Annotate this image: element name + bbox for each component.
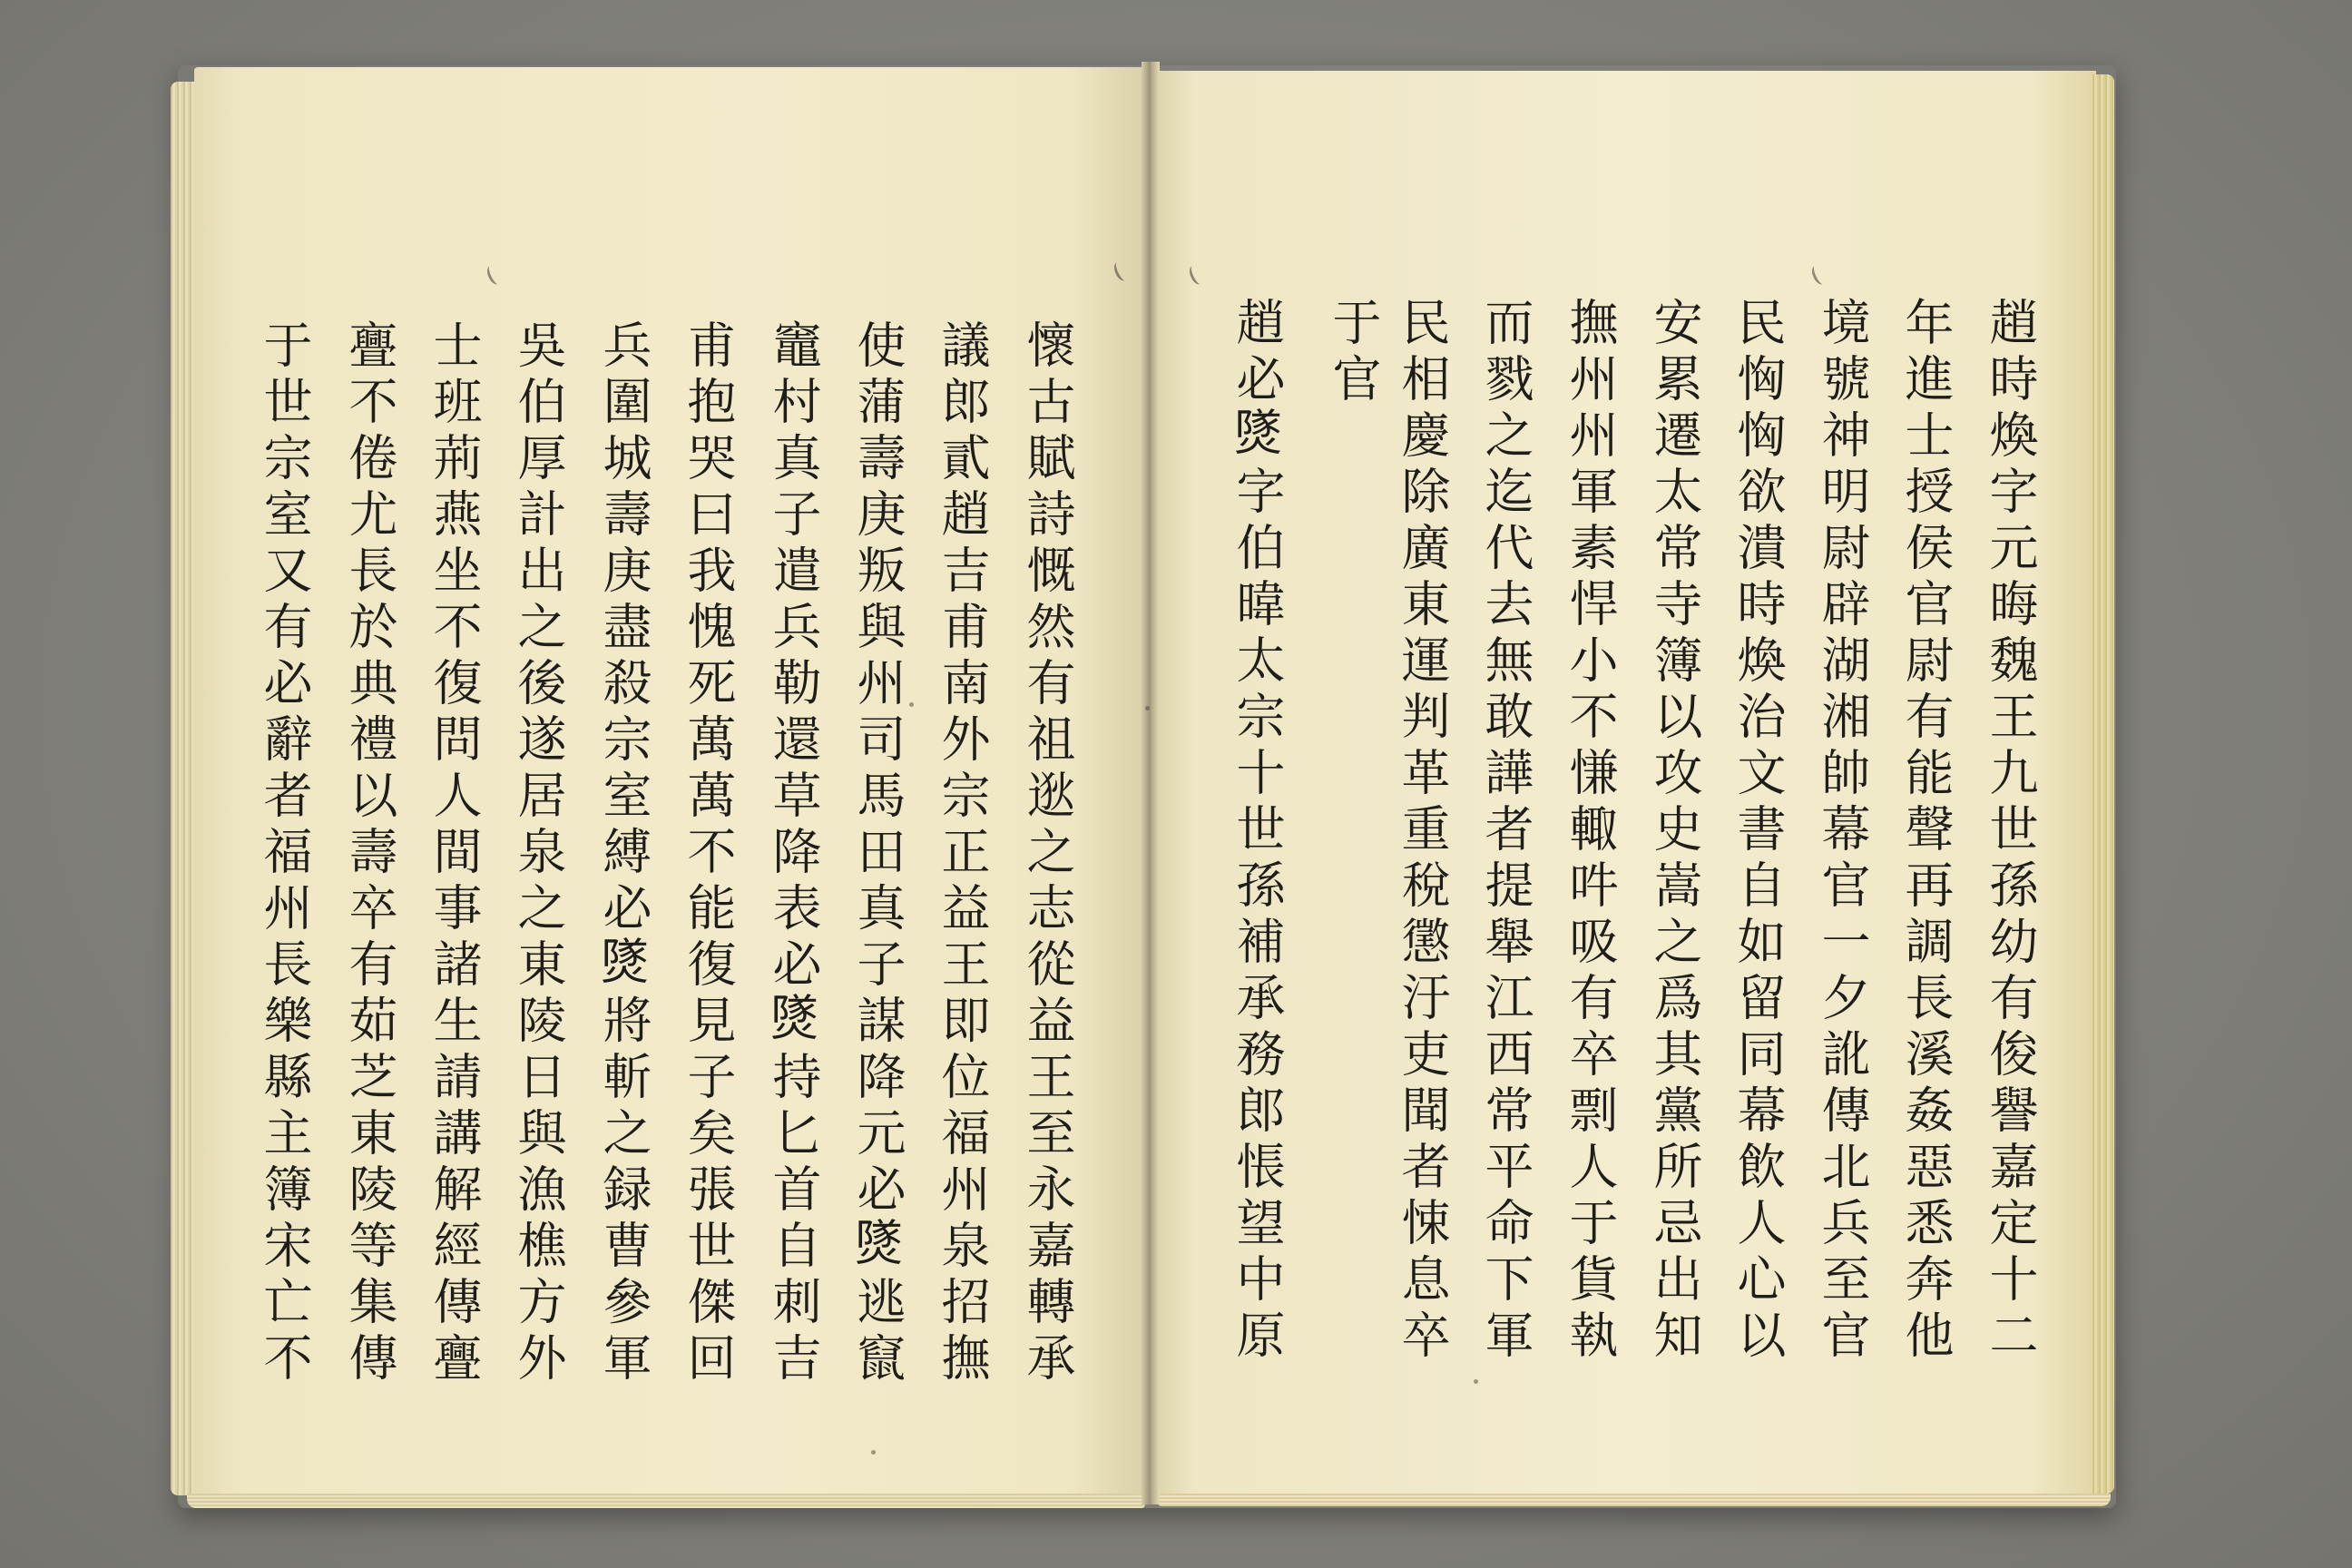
text-column: 趙必𤎩字伯暐太宗十世孫補承務郎悵望中原 [1229,297,1286,1366]
text-column: 年進士授侯官尉有能聲再調長溪姦惡悉奔他 [1897,297,1955,1366]
paper-dot [909,702,914,707]
text-column: 民相慶除廣東運判革重稅懲汙吏聞者悚息卒 [1394,297,1451,1366]
right-page-bottom-edges [1158,1494,2111,1506]
text-column: 懷古賦詩慨然有祖逖之志從益王至永嘉轉承 [1019,319,1076,1388]
right-page-edges [2092,74,2114,1494]
text-column: 議郎貳趙吉甫南外宗正益王即位福州泉招撫 [934,319,991,1388]
text-column: 士班荊燕坐不復問人間事諸生請講解經傳亹 [426,319,483,1388]
text-column: 竈村真子遣兵勒還草降表必𤎩持匕首自刺吉 [765,319,822,1388]
left-page-bottom-edges [187,1494,1145,1508]
text-column: 于世宗室又有必辭者福州長樂縣主簿宋亡不 [256,319,313,1388]
text-column: 于官 [1325,297,1382,409]
text-column: 撫州州軍素悍小不慊輙吽吸有卒剽人于貨執 [1562,297,1619,1366]
text-column: 使蒲壽庚叛與州司馬田真子謀降元必𤎩逃竄 [849,319,906,1388]
text-column: 亹不倦尤長於典禮以壽卒有茹芝東陵等集傳 [341,319,398,1388]
book-spine [1142,62,1160,1504]
text-column: 趙時煥字元晦魏王九世孫幼有俊譽嘉定十二 [1982,297,2039,1366]
text-column: 民恟恟欲潰時煥治文書自如留同幕飲人心以 [1730,297,1787,1366]
paper-dot [1474,1379,1478,1384]
text-column: 兵圍城壽庚盡殺宗室縛必𤎩將斬之録曹參軍 [595,319,652,1388]
text-column: 甫抱哭曰我愧死萬萬不能復見子矣張世傑回 [680,319,737,1388]
right-page [1156,71,2096,1497]
text-column: 境號神明尉辟湖湘帥幕官一夕訛傳北兵至官 [1814,297,1871,1366]
paper-dot [871,1450,876,1455]
text-column: 安累遷太常寺簿以攻史嵩之爲其黨所忌出知 [1646,297,1703,1366]
left-page [194,67,1147,1499]
text-column: 吳伯厚計出之後遂居泉之東陵日與漁樵方外 [510,319,567,1388]
text-column: 而戮之迄代去無敢譁者提舉江西常平命下軍 [1477,297,1534,1366]
paper-dot [1145,706,1150,710]
